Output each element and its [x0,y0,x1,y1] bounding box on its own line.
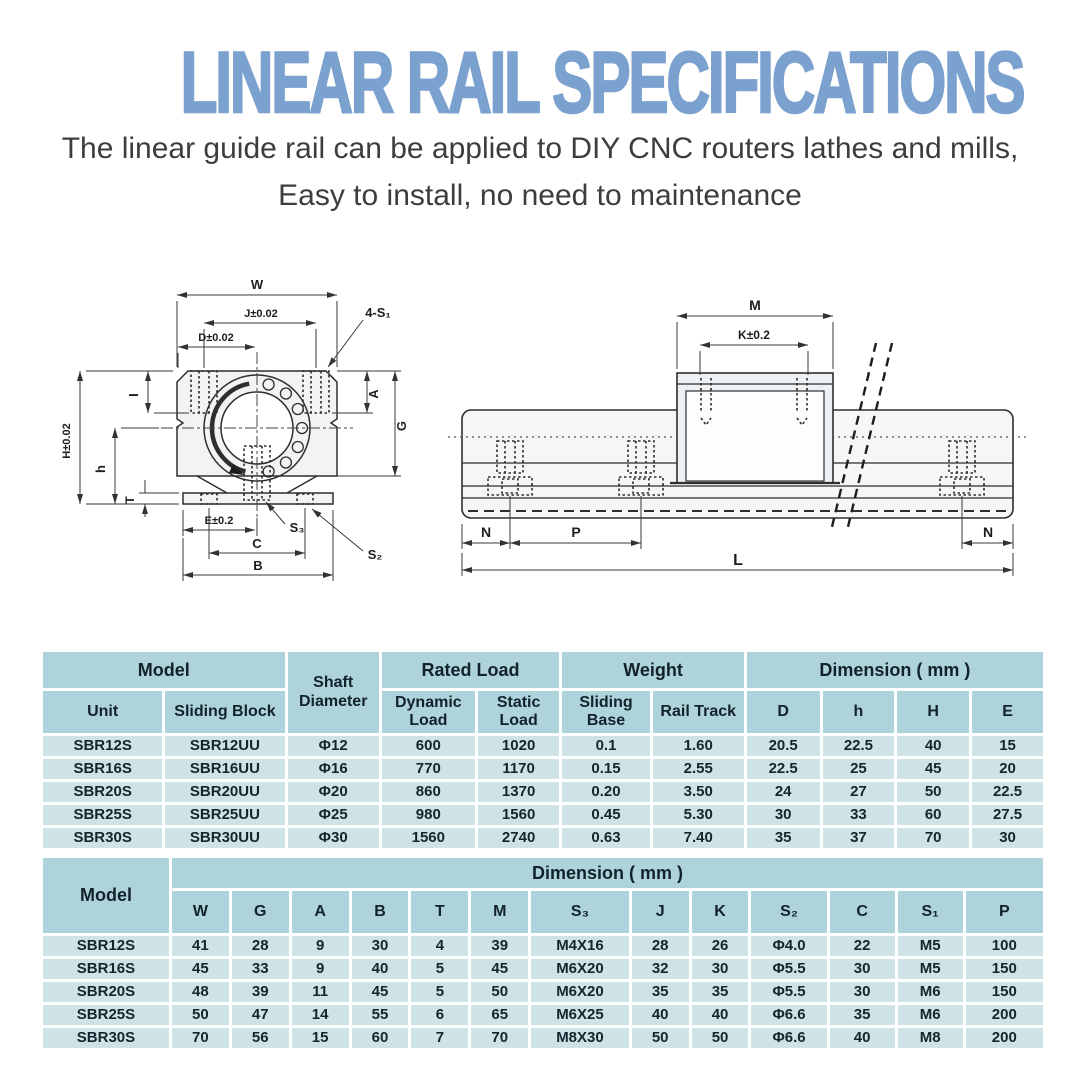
table-row [43,782,1043,802]
table-cell: 39 [471,936,528,956]
table-cell: 50 [632,1028,689,1048]
table-cell: 60 [897,805,969,825]
rail-block [670,373,840,483]
table-cell: 30 [830,959,895,979]
table-row [43,759,1043,779]
table-cell: SBR30S [43,828,162,848]
table-row [43,936,1043,956]
table-cell: 200 [966,1005,1043,1025]
table-cell: 35 [747,828,820,848]
subtitle-line-1: The linear guide rail can be applied to DIY CNC routers lathes and mills, [61,132,1019,165]
table-cell: 0.1 [562,736,649,756]
table-cell: 28 [232,936,289,956]
table-cell: Φ5.5 [751,959,826,979]
spec-table-load-weight [40,649,1046,851]
table-cell: 26 [692,936,749,956]
header-rated-load: Rated Load [382,652,560,688]
table-cell: 770 [382,759,475,779]
table-cell: 22.5 [747,759,820,779]
dim-label-h: h [93,465,108,473]
table-cell: 0.45 [562,805,649,825]
dim-label-i: I [126,393,141,397]
table-cell: 40 [352,959,409,979]
table-cell: 56 [232,1028,289,1048]
page-title [0,35,1080,131]
table-cell: 100 [966,936,1043,956]
table-cell: 30 [830,982,895,1002]
table-cell: SBR25S [43,1005,169,1025]
page-subtitle [0,126,1080,219]
table-cell: 2740 [478,828,559,848]
header2-b: B [352,891,409,933]
table-cell: 30 [352,936,409,956]
dim-label-b: B [253,558,263,573]
table-cell: 40 [897,736,969,756]
table-cell: 25 [823,759,895,779]
header2-g: G [232,891,289,933]
table-cell: 860 [382,782,475,802]
dim-label-s2: S₂ [367,547,383,562]
spec-table-dimensions [40,855,1046,1051]
table-row [43,1005,1043,1025]
table-cell: SBR12UU [165,736,284,756]
table-cell: 22.5 [972,782,1043,802]
table-cell: SBR30S [43,1028,169,1048]
header2-c: C [830,891,895,933]
header2-t: T [411,891,468,933]
table-cell: 70 [897,828,969,848]
table-cell: 0.20 [562,782,649,802]
table-cell: SBR16UU [165,759,284,779]
table-cell: SBR25UU [165,805,284,825]
table-cell: Φ4.0 [751,936,826,956]
table-cell: 6 [411,1005,468,1025]
header2-w: W [172,891,229,933]
table-cell: 2.55 [653,759,744,779]
table-cell: 200 [966,1028,1043,1048]
table-cell: SBR20UU [165,782,284,802]
table-cell: 30 [692,959,749,979]
table-cell: M5 [898,959,963,979]
table-cell: Φ12 [288,736,379,756]
table-cell: 1020 [478,736,559,756]
table-cell: 150 [966,982,1043,1002]
table-cell: 980 [382,805,475,825]
table-cell: 50 [897,782,969,802]
table-cell: 45 [352,982,409,1002]
table-cell: 15 [972,736,1043,756]
table-cell: 55 [352,1005,409,1025]
table-cell: Φ16 [288,759,379,779]
dim-label-d: D±0.02 [198,332,234,344]
table-cell: Φ5.5 [751,982,826,1002]
table-cell: 0.15 [562,759,649,779]
table-cell: Φ6.6 [751,1028,826,1048]
table-cell: 47 [232,1005,289,1025]
table-cell: 20 [972,759,1043,779]
header2-s3: S₃ [531,891,629,933]
table-cell: 1560 [478,805,559,825]
header2-dimension: Dimension ( mm ) [172,858,1043,888]
table-cell: 28 [632,936,689,956]
header2-a: A [292,891,349,933]
table-cell: 37 [823,828,895,848]
dim-label-n-right: N [982,524,994,540]
table-cell: Φ6.6 [751,1005,826,1025]
table-cell: M8X30 [531,1028,629,1048]
table-cell: 7 [411,1028,468,1048]
dim-label-l: L [733,552,743,569]
table-cell: SBR20S [43,782,162,802]
table-cell: Φ20 [288,782,379,802]
table-cell: 35 [692,982,749,1002]
table-cell: 1370 [478,782,559,802]
table-cell: 40 [632,1005,689,1025]
table-cell: 22.5 [823,736,895,756]
dim-label-j: J±0.02 [244,308,278,320]
header2-s2: S₂ [751,891,826,933]
dim-label-c: C [252,536,262,551]
table-cell: 4 [411,936,468,956]
table-cell: 33 [232,959,289,979]
table-cell: 40 [692,1005,749,1025]
dim-label-t: T [123,496,137,504]
header2-p: P [966,891,1043,933]
table-cell: 24 [747,782,820,802]
table-row [43,1028,1043,1048]
header-dimension: Dimension ( mm ) [747,652,1043,688]
table-cell: SBR30UU [165,828,284,848]
table-cell: 60 [352,1028,409,1048]
header-h-lower: h [823,691,895,733]
dim-label-n-left: N [480,524,492,540]
table-cell: 70 [471,1028,528,1048]
table-cell: 27 [823,782,895,802]
dim-label-H: H±0.02 [61,423,73,459]
page-title-text: LINEAR RAIL SPECIFICATIONS [180,35,1024,131]
table-cell: 5.30 [653,805,744,825]
table-cell: 1.60 [653,736,744,756]
dim-label-e: E±0.2 [204,515,234,527]
table-cell: 14 [292,1005,349,1025]
header2-j: J [632,891,689,933]
header2-m: M [471,891,528,933]
dim-label-s1: 4-S₁ [365,305,391,320]
subtitle-line-2: Easy to install, no need to maintenance [278,178,802,212]
table-cell: 600 [382,736,475,756]
table-cell: 3.50 [653,782,744,802]
table-cell: SBR20S [43,982,169,1002]
table2-body [43,936,1043,1048]
header-h-upper: H [897,691,969,733]
dim-label-a: A [366,389,381,399]
table-cell: 45 [897,759,969,779]
table-cell: Φ30 [288,828,379,848]
dim-label-m: M [749,297,761,313]
table-cell: M6X20 [531,982,629,1002]
dim-label-w: W [250,277,264,292]
table-cell: SBR12S [43,736,162,756]
table-cell: SBR16S [43,759,162,779]
table-cell: 1170 [478,759,559,779]
table-cell: 30 [972,828,1043,848]
table-cell: SBR16S [43,959,169,979]
table-cell: 22 [830,936,895,956]
table-cell: 50 [692,1028,749,1048]
table-cell: M8 [898,1028,963,1048]
table-cell: SBR12S [43,936,169,956]
header-d: D [747,691,820,733]
table-cell: 40 [830,1028,895,1048]
table-cell: 9 [292,936,349,956]
table-cell: 33 [823,805,895,825]
sliding-block-cross-section-diagram [45,268,445,598]
table-cell: 32 [632,959,689,979]
table-cell: M6X20 [531,959,629,979]
dim-label-s3: S₃ [289,520,305,535]
table-row [43,828,1043,848]
header-dynamic-load: Dynamic Load [382,691,475,733]
header-e: E [972,691,1043,733]
header-rail-track: Rail Track [653,691,744,733]
table-cell: M6 [898,982,963,1002]
header-static-load: Static Load [478,691,559,733]
table-cell: 45 [172,959,229,979]
table-cell: 39 [232,982,289,1002]
table-row [43,982,1043,1002]
table-cell: 5 [411,982,468,1002]
rail-side-view-diagram [448,283,1038,583]
header2-model: Model [43,858,169,933]
dim-label-k: K±0.2 [738,328,770,342]
table-cell: SBR25S [43,805,162,825]
table-cell: 11 [292,982,349,1002]
table-cell: 41 [172,936,229,956]
header-weight: Weight [562,652,743,688]
header-model: Model [43,652,285,688]
table-cell: M5 [898,936,963,956]
table-row [43,959,1043,979]
table-cell: 50 [471,982,528,1002]
dim-label-p: P [571,524,581,540]
table-cell: 27.5 [972,805,1043,825]
table-cell: Φ25 [288,805,379,825]
table-cell: 20.5 [747,736,820,756]
header-sliding-base: Sliding Base [562,691,649,733]
table-row [43,805,1043,825]
table-cell: 150 [966,959,1043,979]
table-row [43,736,1043,756]
table-cell: 0.63 [562,828,649,848]
table-cell: 1560 [382,828,475,848]
table-cell: 50 [172,1005,229,1025]
table-cell: 45 [471,959,528,979]
table-cell: M4X16 [531,936,629,956]
table-cell: 7.40 [653,828,744,848]
header2-k: K [692,891,749,933]
dim-label-g: G [394,420,409,432]
table-cell: 5 [411,959,468,979]
table-cell: M6X25 [531,1005,629,1025]
table-cell: 15 [292,1028,349,1048]
table-cell: 70 [172,1028,229,1048]
table-cell: 35 [632,982,689,1002]
table-cell: 9 [292,959,349,979]
table-cell: 30 [747,805,820,825]
header-sliding-block: Sliding Block [165,691,284,733]
header-shaft-diameter: Shaft Diameter [288,652,379,733]
table-cell: 65 [471,1005,528,1025]
header-unit: Unit [43,691,162,733]
table-cell: 35 [830,1005,895,1025]
table1-body [43,736,1043,848]
table-cell: M6 [898,1005,963,1025]
header2-s1: S₁ [898,891,963,933]
table-cell: 48 [172,982,229,1002]
